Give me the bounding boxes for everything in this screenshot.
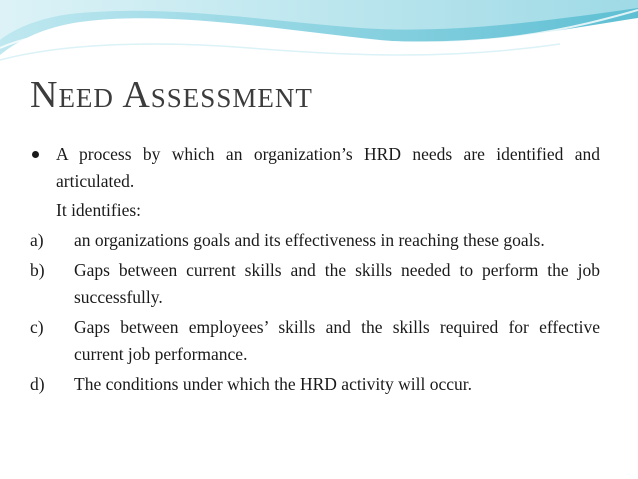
list-item <box>30 257 600 311</box>
list-item <box>30 227 600 254</box>
list-item-text: an organizations goals and its effectiveness in reaching these goals. <box>74 230 545 250</box>
intro-text: A process by which an organization’s HRD needs are identified and articulated. <box>56 144 600 191</box>
list-item <box>30 371 600 398</box>
slide-title: Need Assessment <box>30 74 313 116</box>
list-item-text: Gaps between employees’ skills and the skills required for effective current job performance. <box>74 317 600 364</box>
list-marker: d) <box>30 374 45 394</box>
header-wave-decoration <box>0 0 638 80</box>
bullet-icon <box>32 151 39 158</box>
list-marker: b) <box>30 260 45 280</box>
list-item-text: The conditions under which the HRD activity will occur. <box>74 374 473 394</box>
identifies-label: It identifies: <box>56 200 142 220</box>
slide-body <box>30 141 600 398</box>
list-item <box>30 314 600 368</box>
intro-paragraph <box>30 141 600 195</box>
list-item-text: Gaps between current skills and the skills needed to perform the job successfully. <box>74 260 600 307</box>
list-marker: a) <box>30 230 44 250</box>
list-marker: c) <box>30 317 44 337</box>
